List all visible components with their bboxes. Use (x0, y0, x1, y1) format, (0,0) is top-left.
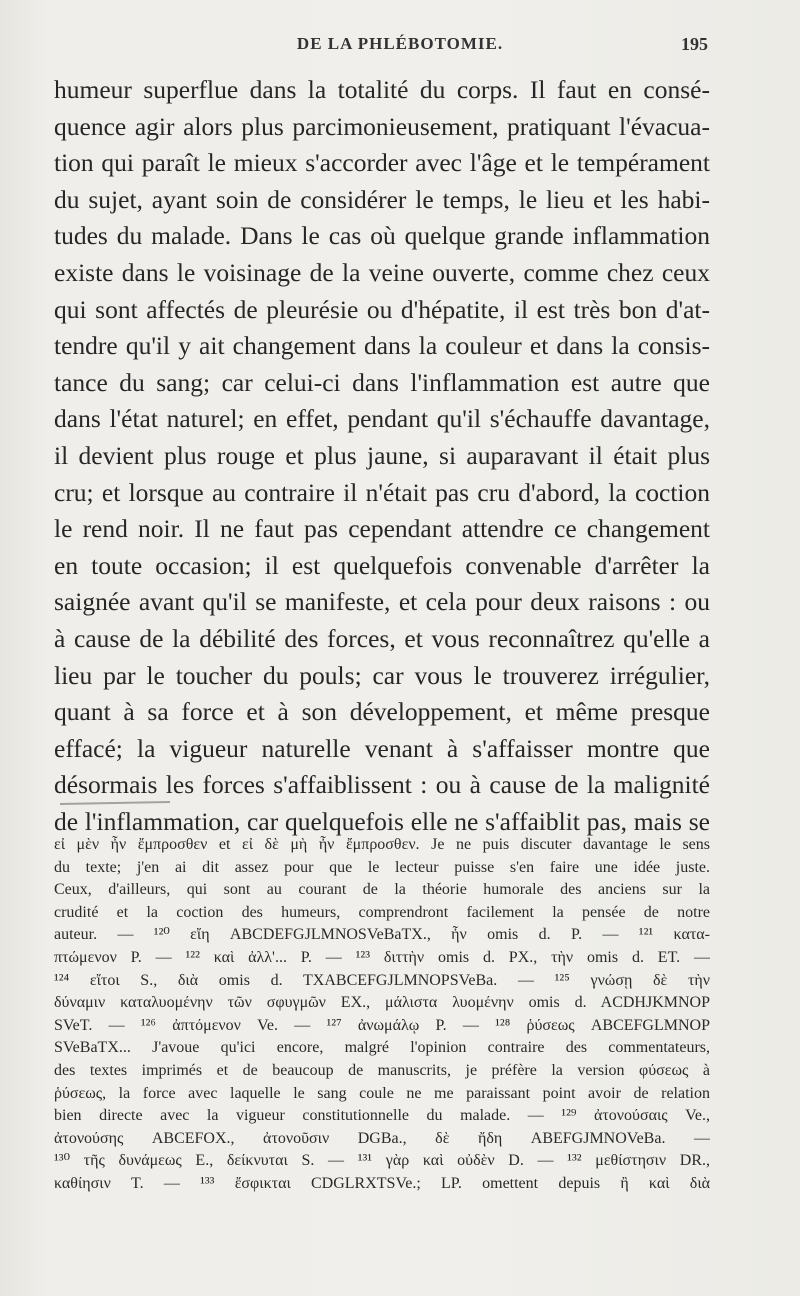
text-line: dans l'état naturel; en effet, pendant qu'il s'échauffe davantage, (54, 404, 710, 434)
text-line: lieu par le toucher du pouls; car vous le trouverez irrégulier, (54, 660, 710, 690)
text-line: désormais les forces s'affaiblissent : ou à cause de la malignité (54, 770, 710, 800)
text-line: qui sont affectés de pleurésie ou d'hépatite, il est très bon d'at- (54, 294, 710, 324)
footnote-line: bien directe avec la vigueur constitutionnelle du malade. — ¹²⁹ ἀτονούσαις Ve., (54, 1107, 710, 1125)
footnote-line: des textes imprimés et de beaucoup de manuscrits, je préfère la version φύσεως à (54, 1061, 710, 1079)
footnote-line: ῥύσεως, la force avec laquelle le sang coule ne me paraissant point avoir de relation (54, 1084, 710, 1102)
footnote-line: ¹³⁰ τῆς δυνάμεως E., δείκνυται S. — ¹³¹ γὰρ καὶ οὐδὲν D. — ¹³² μεθίστησιν DR., (54, 1152, 710, 1170)
text-line: du sujet, ayant soin de considérer le temps, le lieu et les habi- (54, 184, 710, 214)
footnote-line: crudité et la coction des humeurs, comprendront facilement la pensée de notre (54, 903, 710, 921)
text-line: en toute occasion; il est quelquefois convenable d'arrêter la (54, 550, 710, 580)
page-number: 195 (681, 34, 708, 54)
text-line: tendre qu'il y ait changement dans la couleur et dans la consis- (54, 331, 710, 361)
footnote-line: du texte; j'en ai dit assez pour que le lecteur puisse s'en faire une idée juste. (54, 858, 710, 876)
footnote-line: πτώμενον P. — ¹²² καὶ ἀλλ'... P. — ¹²³ διττὴν omis d. PX., τὴν omis d. ET. — (54, 948, 710, 966)
text-line: saignée avant qu'il se manifeste, et cela pour deux raisons : ou (54, 587, 710, 617)
text-line: tion qui paraît le mieux s'accorder avec l'âge et le tempérament (54, 148, 710, 178)
footnote-line: εἰ μὲν ἦν ἔμπροσθεν et εἰ δὲ μὴ ἦν ἔμπροσθεν. Je ne puis discuter davantage le sens (54, 836, 710, 853)
main-text (54, 72, 710, 840)
footnote-line: Ceux, d'ailleurs, qui sont au courant de la théorie humorale des anciens sur la (54, 881, 710, 899)
text-line: humeur superflue dans la totalité du corps. Il faut en consé- (54, 75, 710, 104)
text-line: effacé; la vigueur naturelle venant à s'affaisser montre que (54, 733, 710, 763)
footnote-line: καθίησιν T. — ¹³³ ἔσφικται CDGLRXTSVe.; LP. omettent depuis ἢ καὶ διὰ (54, 1174, 710, 1192)
footnote-line: ¹²⁴ εἴτοι S., διὰ omis d. TXABCEFGJLMNOPSVeBa. — ¹²⁵ γνώσῃ δὲ τὴν (54, 971, 710, 989)
running-title: DE LA PHLÉBOTOMIE. (296, 34, 504, 53)
text-line: à cause de la débilité des forces, et vous reconnaîtrez qu'elle a (54, 623, 710, 653)
footnote-line: SVeBaTX... J'avoue qu'ici encore, malgré l'opinion contraire des commentateurs, (54, 1039, 710, 1057)
text-line: tance du sang; car celui-ci dans l'inflammation est autre que (54, 367, 710, 397)
text-line: tudes du malade. Dans le cas où quelque grande inflammation (54, 221, 710, 251)
text-line: existe dans le voisinage de la veine ouverte, comme chez ceux (54, 257, 710, 287)
text-line: quence agir alors plus parcimonieusement, pratiquant l'évacua- (54, 111, 710, 141)
running-head (0, 34, 800, 64)
text-line: quant à sa force et à son développement, et même presque (54, 697, 710, 727)
footnotes (54, 834, 710, 1196)
text-line: de l'inflammation, car quelquefois elle ne s'affaiblit pas, mais se (54, 806, 710, 836)
text-line: cru; et lorsque au contraire il n'était pas cru d'abord, la coction (54, 477, 710, 507)
text-line: le rend noir. Il ne faut pas cependant attendre ce changement (54, 514, 710, 544)
footnote-line: δύναμιν καταλυομένην τῶν σφυγμῶν EX., μάλιστα λυομένην omis d. ACDHJKMNOP (54, 994, 710, 1012)
footnote-line: auteur. — ¹²⁰ εἴη ABCDEFGJLMNOSVeBaTX., ἦν omis d. P. — ¹²¹ κατα- (54, 926, 710, 944)
footnote-line: SVeT. — ¹²⁶ ἀπτόμενον Ve. — ¹²⁷ ἀνωμάλῳ P. — ¹²⁸ ῥύσεως ABCEFGLMNOP (54, 1016, 710, 1034)
text-line: il devient plus rouge et plus jaune, si auparavant il était plus (54, 440, 710, 470)
footnote-line: ἀτονούσης ABCEFOX., ἀτονοῦσιν DGBa., δὲ ἤδη ABEFGJMNOVeBa. — (54, 1129, 710, 1147)
